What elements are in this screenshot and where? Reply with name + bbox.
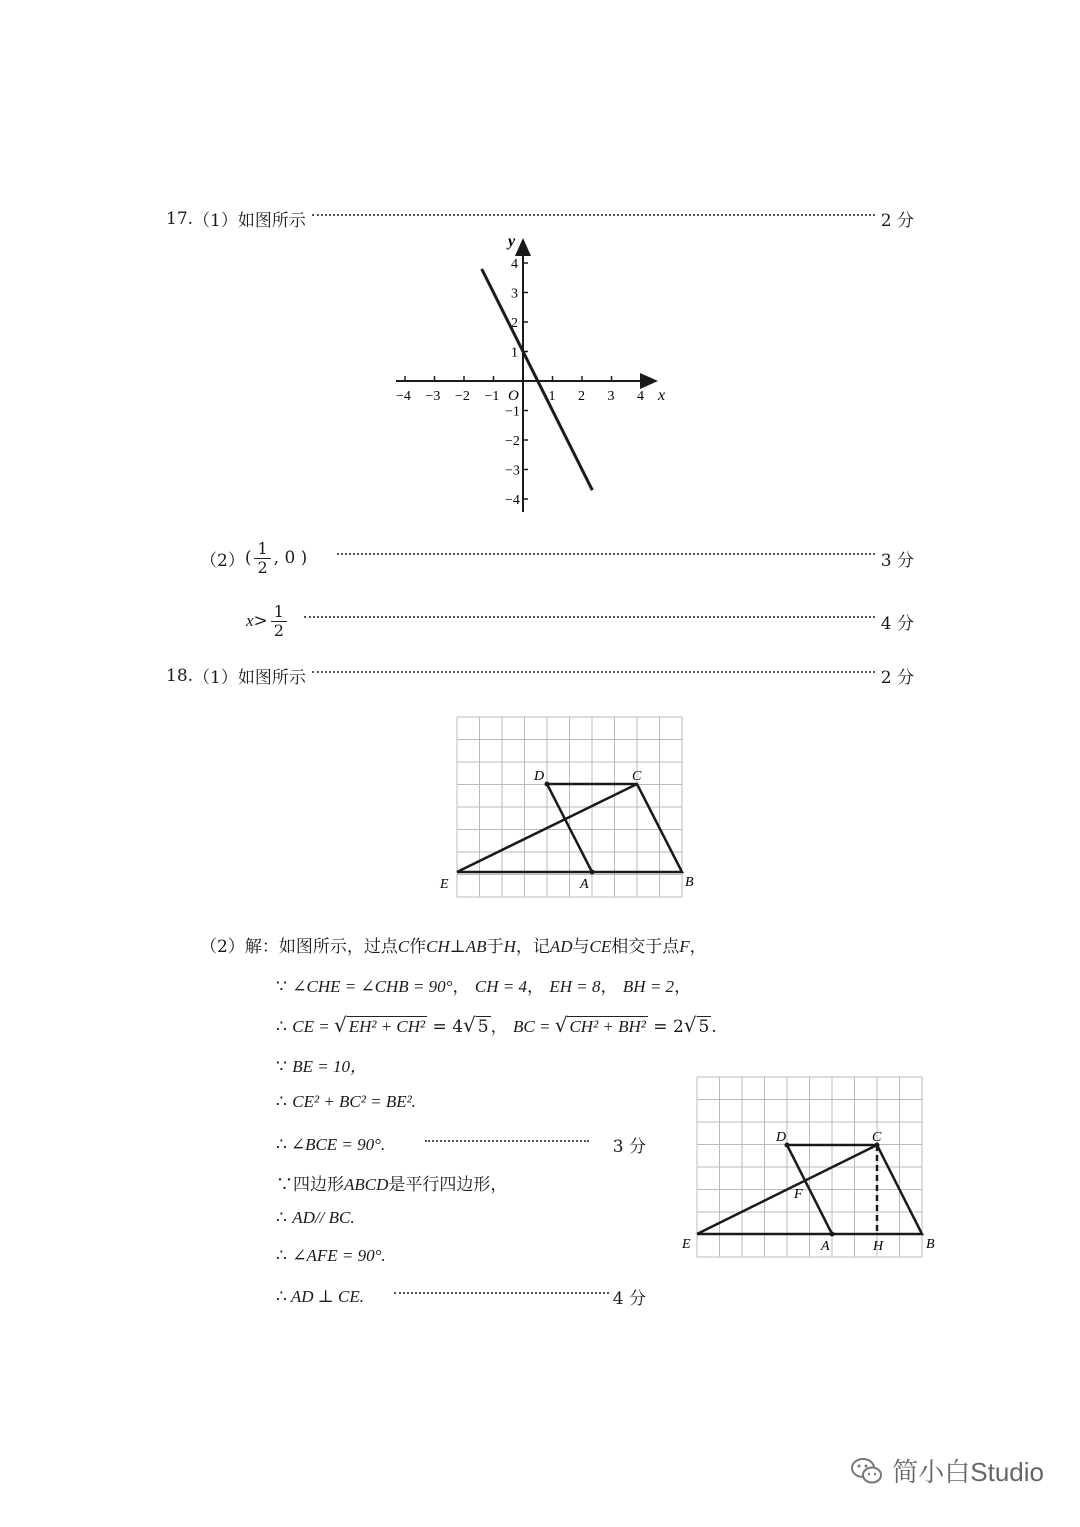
y-tick-label: −1 [505,404,520,420]
function-line [482,269,593,490]
q18-step4 [276,1092,416,1112]
label-c: C [632,769,642,784]
q17-part1-text: （1）如图所示 [193,211,306,231]
q18-step2: ∴ CE = √ EH² + CH² = 4√ 5 ， BC = √ CH² + BH² = 2√ 5 . [276,1013,717,1037]
step6-abcd: ABCD [344,1175,389,1194]
q17-part1-row [166,206,914,231]
q18-grid-figure-1 [430,710,710,900]
step9-text: AD ⊥ CE. [290,1286,364,1306]
point-d [545,782,550,787]
q18-part2-intro [200,932,707,957]
q18-step6 [276,1170,507,1195]
intro-text: ，记 [515,937,550,957]
q17-part1-score: 2 分 [880,211,914,231]
intro-text: 作 [409,937,427,957]
step4-text: CE² + BC² = BE². [292,1092,416,1111]
step9-score: 4 分 [612,1289,646,1309]
intro-text: （2）解：如图所示，过点 [200,937,398,957]
ce-lhs: CE = [292,1017,334,1036]
bc-result: = 2 [647,1017,684,1037]
radical-sign: √ [683,1013,697,1037]
step1-eh: EH = 8 [549,977,601,996]
q18-number: 18. [166,665,194,686]
fraction-numerator: 1 [271,603,287,622]
x-tick-label: 2 [578,389,585,404]
ineq-operator: > [253,611,268,632]
q17-ineq-score: 4 分 [880,613,914,634]
label-f: F [794,1187,803,1202]
point-a [830,1232,835,1237]
q18-step1: ∵ ∠CHE = ∠CHB = 90°， CH = 4， EH = 8， BH = 2， [276,977,692,997]
x-tick-label: −1 [484,389,500,404]
label-h: H [873,1239,884,1254]
ineq-variable: x [246,611,254,631]
q18-part1-row [166,663,914,688]
y-ticks [505,257,528,508]
q18-part1-text: （1）如图所示 [193,668,306,688]
y-tick-label: 2 [511,316,518,331]
watermark [850,1452,1044,1489]
q17-number: 17. [166,208,194,229]
intro-text: 与 [572,937,590,957]
q17-part2-open: ( [244,548,252,569]
q18-grid-figure-2 [680,1070,945,1265]
q17-inequality-row [246,603,914,639]
intro-text: 于 [486,937,504,957]
y-tick-label: 3 [511,286,518,302]
step5-score: 3 分 [612,1137,646,1157]
var-c: C [397,937,410,956]
leader-dots [312,671,875,673]
q18-part1-score: 2 分 [880,668,914,688]
q18-step9 [276,1284,646,1309]
var-h: H [503,937,516,956]
step5-text: ∠BCE = 90°. [290,1134,386,1154]
step1-ch: CH = 4 [474,977,527,996]
label-e: E [682,1237,691,1252]
x-axis-label: x [658,387,666,404]
step1-angle: ∠CHE = ∠CHB = 90° [292,977,453,996]
q18-step5 [276,1132,646,1157]
label-b: B [926,1237,935,1252]
y-tick-label: −4 [505,493,520,508]
q18-step7 [276,1208,355,1228]
bc-radicand: CH² + BH² [569,1017,646,1036]
step1-bh: BH = 2 [622,977,675,996]
step7-text: AD// BC. [292,1208,355,1227]
q17-part2-row [200,540,914,576]
therefore-symbol: ∴ [276,1286,287,1307]
label-b: B [685,875,694,890]
q17-part2-score: 3 分 [880,550,914,571]
x-tick-label: 4 [637,389,644,404]
because-symbol: ∵ [276,977,287,997]
q18-step3 [276,1052,367,1077]
q17-part2-fraction [254,540,270,576]
var-ab: AB [465,937,487,956]
ce-result-radicand: 5 [477,1017,489,1037]
therefore-symbol: ∴ [276,1092,287,1112]
point-a [590,870,595,875]
q17-coordinate-graph [390,230,680,520]
fraction-numerator: 1 [254,540,270,559]
therefore-symbol: ∴ [276,1246,287,1266]
radical-sign: √ [554,1013,568,1037]
leader-dots [304,616,875,618]
radical-sign: √ [463,1013,476,1037]
label-a: A [580,877,589,892]
fraction-denominator: 2 [273,620,284,640]
q17-part2-close: , 0 ) [273,548,308,569]
wechat-icon [850,1457,884,1485]
y-tick-label: 4 [511,257,518,272]
var-ad: AD [549,937,573,956]
label-e: E [440,877,449,892]
perp-symbol: ⊥ [449,937,466,957]
bc-result-radicand: 5 [698,1017,710,1037]
var-ce: CE [589,937,612,956]
x-tick-label: −3 [425,389,441,404]
x-tick-label: −2 [455,389,470,404]
step3-text: BE = 10， [292,1057,367,1076]
intro-text: ， [689,937,707,957]
q18-step8 [276,1246,386,1266]
x-tick-label: −4 [396,389,411,404]
intro-text: 相交于点 [611,937,680,957]
because-symbol: ∵ [276,1175,293,1195]
x-tick-label: 1 [548,389,556,404]
label-a: A [821,1239,830,1254]
var-f: F [679,937,690,956]
leader-dots [312,214,875,216]
step8-text: ∠AFE = 90°. [292,1246,386,1265]
x-tick-label: 3 [607,389,615,404]
y-tick-label: −2 [505,434,520,449]
label-d: D [534,769,545,784]
period: . [711,1017,717,1037]
bc-lhs: BC = [513,1017,555,1036]
y-tick-label: 1 [511,345,518,361]
ineq-fraction [271,603,287,639]
therefore-symbol: ∴ [276,1017,287,1037]
y-axis-label: y [508,233,516,250]
radical-sign: √ [333,1013,347,1037]
therefore-symbol: ∴ [276,1134,287,1155]
ce-radicand: EH² + CH² [348,1017,426,1036]
label-d: D [776,1130,787,1145]
y-tick-label: −3 [505,463,520,479]
leader-dots [337,553,874,555]
origin-label: O [508,388,519,404]
therefore-symbol: ∴ [276,1208,287,1228]
ce-result: = 4 [427,1017,464,1037]
fraction-denominator: 2 [257,557,268,577]
leader-dots [425,1140,589,1142]
because-symbol: ∵ [276,1057,287,1077]
var-ch: CH [426,937,450,956]
step6-text: 四边形 [293,1175,344,1195]
leader-dots [394,1292,609,1294]
watermark-text: 简小白Studio [892,1457,1044,1487]
label-c: C [872,1130,882,1145]
step6-text: 是平行四边形， [388,1175,508,1195]
q17-part2-label: （2） [200,550,245,571]
